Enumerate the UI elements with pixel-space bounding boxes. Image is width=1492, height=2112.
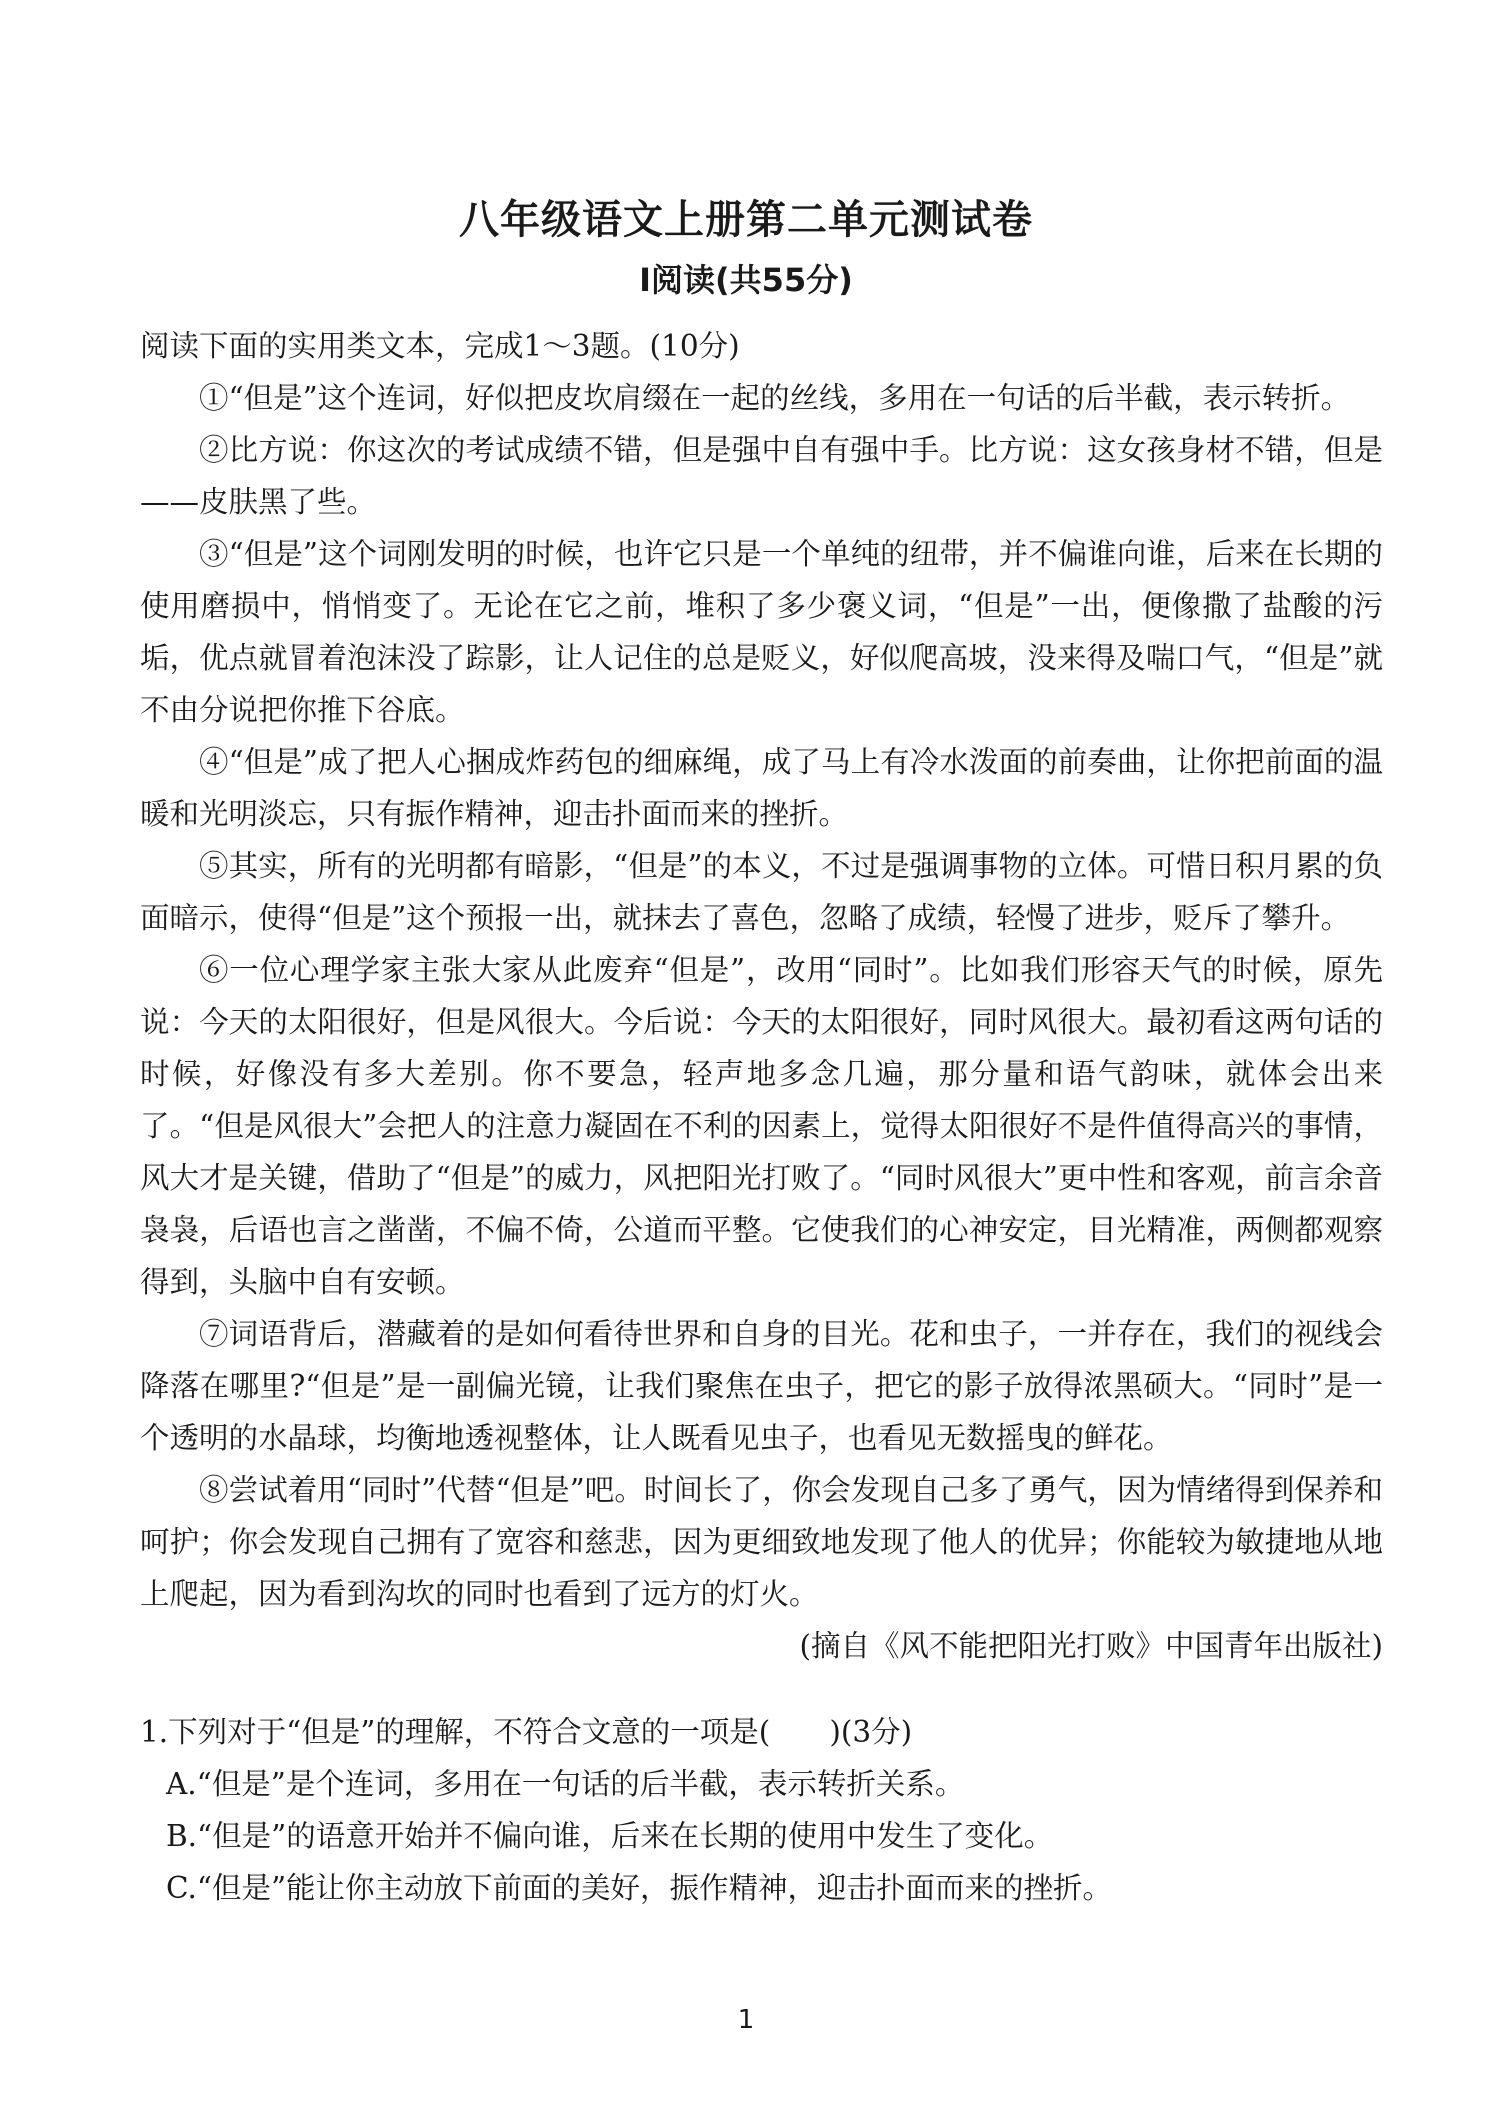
question-1-stem: 1.下列对于“但是”的理解，不符合文意的一项是( )(3分) [140,1715,913,1749]
paragraph-1: ①“但是”这个连词，好似把皮坎肩缀在一起的丝线，多用在一句话的后半截，表示转折。 [199,381,1351,415]
paragraph-6: ⑥一位心理学家主张大家从此废弃“但是”，改用“同时”。比如我们形容天气的时候，原先说：今天的太阳很好，但是风很大。今后说：今天的太阳很好，同时风很大。最初看这两句话的时候，好像没有多大差别。你不要急，轻声地多念几遍，那分量和语气韵味，就体会出来了。“但是风很大”会把人的注意力凝固在不利的因素上，觉得太阳很好不是件值得高兴的事情，风大才是关键，借助了“但是”的威力，风把阳光打败了。“同时风很大”更中性和客观，前言余音袅袅，后语也言之凿凿，不偏不倚，公道而平整。它使我们的心神安定，目光精准，两侧都观察得到，头脑中自有安顿。 [140,953,1383,1299]
paragraph-7: ⑦词语背后，潜藏着的是如何看待世界和自身的目光。花和虫子，一并存在，我们的视线会降落在哪里?“但是”是一副偏光镜，让我们聚焦在虫子，把它的影子放得浓黑硕大。“同时”是一个透明的水晶球，均衡地透视整体，让人既看见虫子，也看见无数摇曳的鲜花。 [140,1317,1383,1455]
page-number: 1 [737,2005,755,2035]
question-1-option-a: A.“但是”是个连词，多用在一句话的后半截，表示转折关系。 [166,1767,965,1801]
exam-body [140,320,1383,1914]
section-heading: Ⅰ阅读(共55分) [639,261,853,299]
paragraph-3: ③“但是”这个词刚发明的时候，也许它只是一个单纯的纽带，并不偏谁向谁，后来在长期的使用磨损中，悄悄变了。无论在它之前，堆积了多少褒义词，“但是”一出，便像撒了盐酸的污垢，优点就冒着泡沫没了踪影，让人记住的总是贬义，好似爬高坡，没来得及喘口气，“但是”就不由分说把你推下谷底。 [140,537,1383,727]
question-1-option-c: C.“但是”能让你主动放下前面的美好，振作精神，迎击扑面而来的挫折。 [166,1871,1113,1905]
paragraph-4: ④“但是”成了把人心捆成炸药包的细麻绳，成了马上有冷水泼面的前奏曲，让你把前面的温暖和光明淡忘，只有振作精神，迎击扑面而来的挫折。 [140,745,1383,831]
question-1-option-b: B.“但是”的语意开始并不偏向谁，后来在长期的使用中发生了变化。 [166,1819,1054,1853]
reading-instruction: 阅读下面的实用类文本，完成1～3题。(10分) [140,329,740,363]
paragraph-8: ⑧尝试着用“同时”代替“但是”吧。时间长了，你会发现自己多了勇气，因为情绪得到保养和呵护；你会发现自己拥有了宽容和慈悲，因为更细致地发现了他人的优异；你能较为敏捷地从地上爬起，因为看到沟坎的同时也看到了远方的灯火。 [140,1473,1383,1611]
source-citation: (摘自《风不能把阳光打败》中国青年出版社) [799,1629,1383,1663]
exam-title: 八年级语文上册第二单元测试卷 [459,197,1033,243]
paragraph-2: ②比方说：你这次的考试成绩不错，但是强中自有强中手。比方说：这女孩身材不错，但是——皮肤黑了些。 [140,433,1383,519]
paragraph-5: ⑤其实，所有的光明都有暗影，“但是”的本义，不过是强调事物的立体。可惜日积月累的负面暗示，使得“但是”这个预报一出，就抹去了喜色，忽略了成绩，轻慢了进步，贬斥了攀升。 [140,849,1383,935]
